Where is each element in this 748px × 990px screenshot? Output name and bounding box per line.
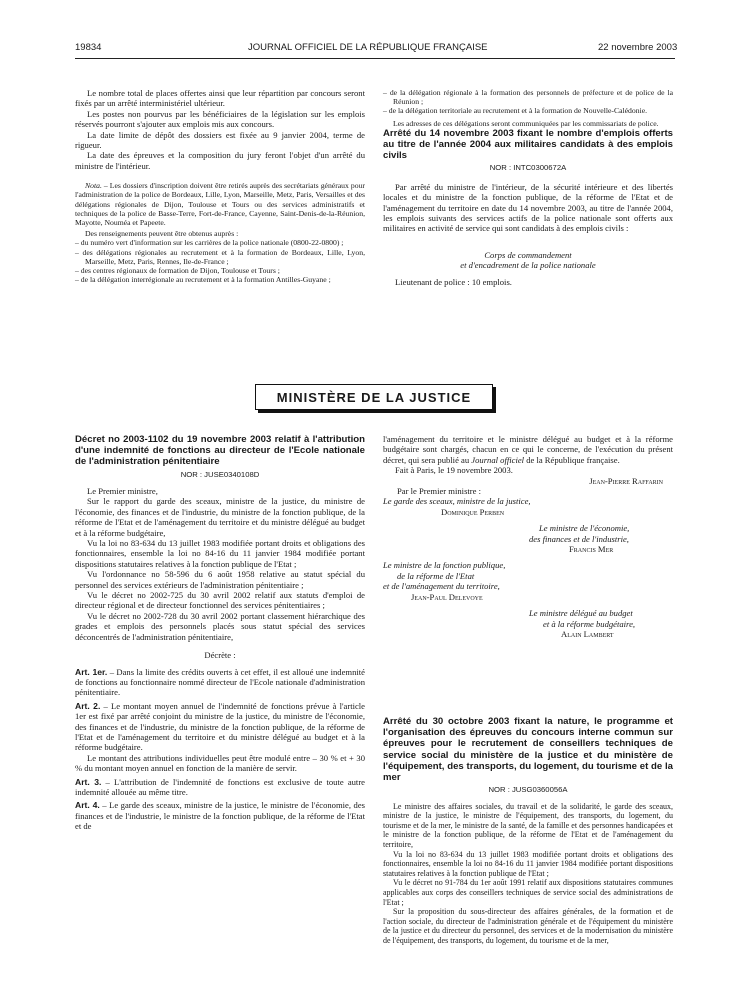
paragraph: Vu l'ordonnance no 58-596 du 6 août 1958 relative au statut spécial du personnel des services extérieurs de l'administration pénitentiaire ; xyxy=(75,569,365,590)
article-label: Art. 4. xyxy=(75,800,100,811)
paragraph: Le ministre des affaires sociales, du travail et de la solidarité, le garde des sceaux, ministre de la justice, le ministre de l'équipement, des transports, du logement, du tourisme et de la mer, le ministre de la santé, de la famille et des personnes handicapées et le ministre de la fonction publique, de la réforme de l'Etat et de l'aménagement du territoire, xyxy=(383,801,673,849)
place-date: Fait à Paris, le 19 novembre 2003. xyxy=(395,465,513,476)
nor-reference: NOR : JUSE0340108D xyxy=(180,469,260,479)
article-text: Le montant des attributions individuelles peut être modulé entre – 30 % et + 30 % du montant moyen annuel en fonction de la manière de servir. xyxy=(75,752,365,774)
paragraph: Vu la loi no 83-634 du 13 juillet 1983 modifiée portant droits et obligations des fonctionnaires, ensemble la loi no 84-16 du 11 janvier 1984 modifiée portant dispositions statutaires relatives à la fonction publique de l'Etat ; xyxy=(75,538,365,569)
delegation-item: – de la délégation régionale à la formation des personnels de préfecture et de police de la Réunion ; xyxy=(383,88,673,107)
decret-column xyxy=(75,434,365,832)
decret-continuation xyxy=(383,434,673,639)
top-right-column xyxy=(383,88,673,287)
journal-title: JOURNAL OFFICIEL DE LA RÉPUBLIQUE FRANÇAISE xyxy=(248,42,488,53)
journal-name: Journal officiel xyxy=(471,454,525,465)
paragraph: Les postes non pourvus par les bénéficiaires de la législation sur les emplois réservés pourront s'ajouter aux emplois mis aux concours. xyxy=(75,108,365,130)
article-text: – Dans la limite des crédits ouverts à cet effet, il est alloué une indemnité de fonctions au fonctionnaire nommé directeur de l'Ecole nationale d'administration pénitentiaire. xyxy=(75,666,365,698)
page-number: 19834 xyxy=(75,42,102,53)
corps-heading: Corps de commandement xyxy=(484,249,572,260)
paragraph: Sur le rapport du garde des sceaux, ministre de la justice, du ministre de l'économie, des finances et de l'industrie, du ministre de la fonction publique, de la réforme de l'Etat et de l'aménagement du territoire et du ministre délégué au budget et à la réforme budgétaire, xyxy=(75,496,365,538)
paragraph: Vu le décret no 2002-728 du 30 avril 2002 portant classement hiérarchique des grades et emplois des personnels placés sous statut spécial des services déconcentrés de l'administration pénitentiaire, xyxy=(75,610,365,642)
signatory-title: de la réforme de l'Etat xyxy=(397,570,475,581)
info-intro: Des renseignements peuvent être obtenus auprès : xyxy=(85,229,239,239)
paragraph: Vu la loi no 83-634 du 13 juillet 1983 modifiée portant droits et obligations des fonctionnaires, ensemble la loi no 84-16 du 11 janvier 1984 modifiée portant dispositions statutaires relatives à la fonction publique de l'Etat ; xyxy=(383,849,673,878)
paragraph: La date des épreuves et la composition du jury feront l'objet d'un arrêté du ministre de l'intérieur. xyxy=(75,150,365,171)
paragraph: Sur la proposition du sous-directeur des affaires générales, de la formation et de l'action sociale, du directeur de l'administration générale et de l'équipement du ministère de la justice et du directeur du personnel, des services et de la modernisation du ministère de l'équipement, des transports, du logement, du tourisme et de la mer, xyxy=(383,907,673,945)
ministry-banner: MINISTÈRE DE LA JUSTICE xyxy=(255,384,493,410)
signer-name: Jean-Pierre Raffarin xyxy=(589,475,663,486)
article-text: – Le garde des sceaux, ministre de la justice, le ministre de l'économie, des finances et de l'industrie, le ministre de la fonction publique, de la réforme de l'Etat et de xyxy=(75,800,365,832)
nor-reference: NOR : JUSG0360056A xyxy=(488,785,568,795)
paragraph: Le nombre total de places offertes ainsi que leur répartition par concours seront fixés par un arrêté interministériel ultérieur. xyxy=(75,88,365,109)
signer-name: Jean-Paul Delevoye xyxy=(411,591,483,602)
paragraph: Vu le décret no 2002-725 du 30 avril 2002 relatif aux statuts d'emploi de directeur régional et de directeur fonctionnel des services pénitentiaires ; xyxy=(75,590,365,611)
paragraph: Le Premier ministre, xyxy=(87,486,158,497)
article-text: – L'attribution de l'indemnité de fonctions est exclusive de toute autre indemnité allouée au même titre. xyxy=(75,776,365,797)
article-label: Art. 2. xyxy=(75,700,101,711)
info-item: – du numéro vert d'information sur les carrières de la police nationale (0800-22-0800) ; xyxy=(75,238,344,248)
delegation-closing: Les adresses de ces délégations seront communiquées par les commissariats de police. xyxy=(393,118,659,128)
info-item: – des centres régionaux de formation de Dijon, Toulouse et Tours ; xyxy=(75,266,280,276)
decret-title: Décret no 2003-1102 du 19 novembre 2003 relatif à l'attribution d'une indemnité de fonctions au directeur de l'Ecole nationale de l'administration pénitentiaire xyxy=(75,434,365,468)
signatory-title: des finances et de l'industrie, xyxy=(529,533,629,544)
nota-text: – Les dossiers d'inscription doivent être retirés auprès des secrétariats généraux pour l'administration de la police de Bordeaux, Lille, Lyon, Marseille, Metz, Paris, Versailles et des délégations régionales de Dijon, Toulouse et Tours ou des services administratifs et techniques de la police de Basse-Terre, Fort-de-France, Cayenne, Saint-Denis-de-la-Réunion, Mayotte, Nouméa et Papeete. xyxy=(75,181,365,228)
delegation-list xyxy=(383,88,673,128)
arrete2-title: Arrêté du 30 octobre 2003 fixant la nature, le programme et l'organisation des épreuves du concours interne commun sur épreuves pour le recrutement de conseillers techniques de service social du ministère de la justice et du ministère de l'équipement, des transports, du logement, du tourisme et de la mer xyxy=(383,716,673,784)
signatory-title: Le ministre délégué au budget xyxy=(529,608,633,619)
signatory-title: et à la réforme budgétaire, xyxy=(543,618,636,629)
nor-reference: NOR : INTC0300672A xyxy=(489,163,567,173)
emplois-line: Lieutenant de police : 10 emplois. xyxy=(395,276,512,287)
par-pm: Par le Premier ministre : xyxy=(397,486,482,497)
arrete-body: Par arrêté du ministre de l'intérieur, de la sécurité intérieure et des libertés locales et du ministre de la fonction publique, de la réforme de l'Etat et de l'aménagement du territoire en date du 14 novembre 2003, au titre de l'année 2004, les emplois suivants des services actifs de la police nationale sont offerts aux militaires en activité de service qui sont candidats à des emplois civils : xyxy=(383,181,673,234)
header-date: 22 novembre 2003 xyxy=(598,42,678,53)
paragraph: La date limite de dépôt des dossiers est fixée au 9 janvier 2004, terme de rigueur. xyxy=(75,129,365,151)
signatory-title: Le ministre de l'économie, xyxy=(539,523,630,534)
info-item: – de la délégation interrégionale au recrutement et à la formation Antilles-Guyane ; xyxy=(75,275,331,285)
signatory-title: et de l'aménagement du territoire, xyxy=(383,581,500,592)
nota-block xyxy=(75,181,365,284)
corps-heading: et d'encadrement de la police nationale xyxy=(460,260,596,271)
decrete-heading: Décrète : xyxy=(204,650,236,661)
arrete-title: Arrêté du 14 novembre 2003 fixant le nombre d'emplois offerts au titre de l'année 2004 aux militaires candidats à des emplois civils xyxy=(383,127,673,162)
nota-label: Nota. xyxy=(85,181,102,191)
decret-cont-text: l'aménagement du territoire et le ministre délégué au budget et à la réforme budgétaire sont chargés, chacun en ce qui le concerne, de l'exécution du présent décret, qui sera publié au xyxy=(383,434,673,465)
info-item: – des délégations régionales au recrutement et à la formation de Bordeaux, Lille, Lyon, Marseille, Metz, Paris, Rennes, Ile-de-France ; xyxy=(75,247,365,266)
signatory-title: Le ministre de la fonction publique, xyxy=(383,560,506,571)
article-label: Art. 1er. xyxy=(75,666,108,677)
arrete2-body xyxy=(383,802,673,946)
article-text: – Le montant moyen annuel de l'indemnité de fonctions prévue à l'article 1er est fixé par arrêté conjoint du ministre de la justice, du ministre de l'économie, des finances et de l'industrie, du ministre de la fonction publique, de la réforme de l'Etat et de l'aménagement du territoire et du ministre délégué au budget et à la réforme budgétaire. xyxy=(75,700,365,753)
signer-name: Dominique Perben xyxy=(441,506,505,517)
header-rule xyxy=(75,58,675,59)
delegation-item: – de la délégation territoriale au recrutement et à la formation de Nouvelle-Calédonie. xyxy=(383,106,648,116)
signer-name: Francis Mer xyxy=(569,544,614,555)
signer-name: Alain Lambert xyxy=(561,628,614,639)
decret-cont-text-end: de la République française. xyxy=(524,454,620,465)
arrete2-column xyxy=(383,716,673,946)
signatory-title: Le garde des sceaux, ministre de la justice, xyxy=(383,496,531,507)
top-left-column xyxy=(75,88,365,284)
article-label: Art. 3. xyxy=(75,776,102,787)
paragraph: Vu le décret no 91-784 du 1er août 1991 relatif aux dispositions statutaires communes applicables aux corps des conseillers techniques de service social des administrations de l'Etat ; xyxy=(383,878,673,907)
